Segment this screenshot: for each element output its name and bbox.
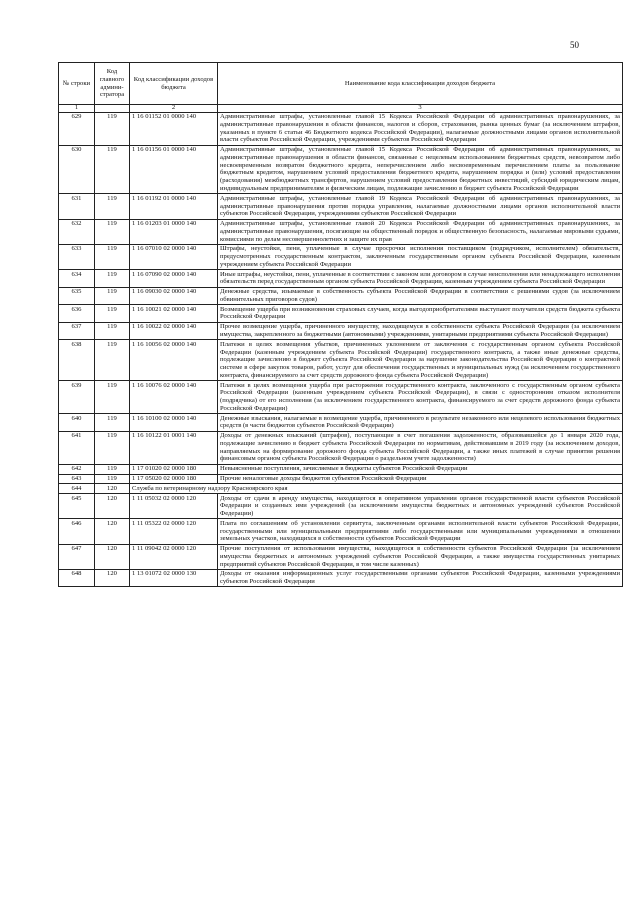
admin-code: 120 [95, 494, 130, 519]
header-classification-code: Код классификации доходов бюджета [130, 63, 218, 105]
code-name: Платежи в целях возмещения убытков, причиненных уклонением от заключения с государственным органом субъекта Российской Федерации (казенным учреждением субъекта Российской Федерации) государственного контракта, а также иные денежные средства, подлежащие зачислению в бюджет субъекта Российской Федерации за нарушение законодательства Российской Федерации о контрактной системе в сфере закупок товаров, работ, услуг для обеспечения государственных и муниципальных нужд (за исключением государственного контракта, финансируемого за счет средств дорожного фонда субъекта Российской Федерации) [218, 340, 623, 381]
classification-code: 1 17 05020 02 0000 180 [130, 474, 218, 484]
table-row [59, 569, 623, 587]
row-number: 638 [59, 340, 95, 381]
row-number: 632 [59, 219, 95, 244]
code-name: Денежные взыскания, налагаемые в возмещение ущерба, причиненного в результате незаконного или нецелевого использования бюджетных средств (в части бюджетов субъектов Российской Федерации) [218, 414, 623, 432]
table-row [59, 145, 623, 194]
classification-code: 1 16 01156 01 0000 140 [130, 145, 218, 194]
classification-code: 1 16 10056 02 0000 140 [130, 340, 218, 381]
classification-code: 1 16 07090 02 0000 140 [130, 270, 218, 288]
table-header [59, 63, 623, 113]
classification-code: 1 16 09030 02 0000 140 [130, 287, 218, 305]
row-number: 629 [59, 112, 95, 145]
section-row [59, 484, 623, 494]
code-name: Денежные средства, изымаемые в собственность субъекта Российской Федерации в соответствии с решениями судов (за исключением обвинительных приговоров судов) [218, 287, 623, 305]
code-name: Прочие неналоговые доходы бюджетов субъектов Российской Федерации [218, 474, 623, 484]
code-name: Административные штрафы, установленные главой 19 Кодекса Российской Федерации об административных правонарушениях, за административные правонарушения против порядка управления, налагаемые должностными лицами органов исполнительной власти субъектов Российской Федерации, учреждениями субъектов Российской Федерации [218, 194, 623, 219]
code-name: Плата по соглашениям об установлении сервитута, заключенным органами исполнительной власти субъектов Российской Федерации, государственными или муниципальными предприятиями либо государственными или муниципальными учреждениями в отношении земельных участков, находящихся в собственности субъектов Российской Федерации [218, 519, 623, 544]
row-number: 631 [59, 194, 95, 219]
column-number-row [59, 105, 623, 113]
row-number: 636 [59, 305, 95, 323]
page-number: 50 [570, 40, 579, 50]
admin-code: 119 [95, 322, 130, 340]
code-name: Административные штрафы, установленные главой 15 Кодекса Российской Федерации об административных правонарушениях, за административные правонарушения в области финансов, связанные с нецелевым использованием бюджетных средств, невозвратом либо несвоевременным возвратом бюджетного кредита, неперечислением либо несвоевременным перечислением платы за пользование бюджетным кредитом, нарушением условий предоставления бюджетного кредита, нарушением порядка и (или) условий предоставления (расходования) межбюджетных трансфертов, нарушением условий предоставления бюджетных инвестиций, субсидий юридическим лицам, индивидуальным предпринимателям и физическим лицам, подлежащие зачислению в бюджет субъекта Российской Федерации [218, 145, 623, 194]
column-number: 2 [130, 105, 218, 113]
code-name: Прочее возмещение ущерба, причиненного имуществу, находящемуся в собственности субъекта Российской Федерации (за исключением имущества, закрепленного за бюджетными (автономными) учреждениями, унитарными предприятиями субъекта Российской Федерации) [218, 322, 623, 340]
row-number: 635 [59, 287, 95, 305]
code-name: Административные штрафы, установленные главой 20 Кодекса Российской Федерации об административных правонарушениях, за административные правонарушения, посягающие на общественный порядок и общественную безопасность, налагаемые мировыми судьями, комиссиями по делам несовершеннолетних и защите их прав [218, 219, 623, 244]
admin-code: 119 [95, 305, 130, 323]
code-name: Иные штрафы, неустойки, пени, уплаченные в соответствии с законом или договором в случае неисполнения или ненадлежащего исполнения обязательств перед государственным органом субъекта Российской Федерации, казенным учреждением субъекта Российской Федерации [218, 270, 623, 288]
table-row [59, 464, 623, 474]
classification-code: 1 11 05322 02 0000 120 [130, 519, 218, 544]
code-name: Платежи в целях возмещения ущерба при расторжении государственного контракта, заключенного с государственным органом субъекта Российской Федерации (казенным учреждением субъекта Российской Федерации), в связи с односторонним отказом исполнителя (подрядчика) от его исполнения (за исключением государственного контракта, финансируемого за счет средств дорожного фонда субъекта Российской Федерации) [218, 381, 623, 414]
column-number: 3 [218, 105, 623, 113]
row-number: 643 [59, 474, 95, 484]
table-row [59, 305, 623, 323]
classification-code: 1 11 05032 02 0000 120 [130, 494, 218, 519]
code-name: Возмещение ущерба при возникновении страховых случаев, когда выгодоприобретателями выступают получатели средств бюджета субъекта Российской Федерации [218, 305, 623, 323]
admin-code: 119 [95, 474, 130, 484]
row-number: 648 [59, 569, 95, 587]
row-number: 640 [59, 414, 95, 432]
admin-code: 119 [95, 194, 130, 219]
table-row [59, 544, 623, 569]
admin-code: 119 [95, 244, 130, 269]
row-number: 630 [59, 145, 95, 194]
table-row [59, 431, 623, 464]
table-row [59, 287, 623, 305]
classification-code: 1 16 10100 02 0000 140 [130, 414, 218, 432]
code-name: Штрафы, неустойки, пени, уплаченные в случае просрочки исполнения поставщиком (подрядчиком, исполнителем) обязательств, предусмотренных государственным контрактом, заключенным государственным органом субъекта Российской Федерации, казенным учреждением субъекта Российской Федерации [218, 244, 623, 269]
classification-code: 1 17 01020 02 0000 180 [130, 464, 218, 474]
table-row [59, 381, 623, 414]
table-row [59, 494, 623, 519]
admin-code: 120 [95, 519, 130, 544]
classification-code: 1 16 10076 02 0000 140 [130, 381, 218, 414]
code-name: Доходы от сдачи в аренду имущества, находящегося в оперативном управлении органов государственной власти субъектов Российской Федерации и созданных ими учреждений (за исключением имущества бюджетных и автономных учреждений субъектов Российской Федерации) [218, 494, 623, 519]
classification-code: 1 16 07010 02 0000 140 [130, 244, 218, 269]
classification-code: 1 16 01203 01 0000 140 [130, 219, 218, 244]
classification-code: 1 16 10021 02 0000 140 [130, 305, 218, 323]
row-number: 645 [59, 494, 95, 519]
table-row [59, 322, 623, 340]
admin-code: 120 [95, 484, 130, 494]
table-row [59, 519, 623, 544]
classification-code: 1 11 09042 02 0000 120 [130, 544, 218, 569]
admin-code: 119 [95, 112, 130, 145]
classification-code: 1 13 01072 02 0000 130 [130, 569, 218, 587]
header-admin-code: Код главного админи-стратора [95, 63, 130, 105]
code-name: Доходы от денежных взысканий (штрафов), поступающие в счет погашения задолженности, образовавшейся до 1 января 2020 года, подлежащие зачислению в бюджет субъекта Российской Федерации по нормативам, действовавшим в 2019 году (за исключением доходов, направляемых на формирование дорожного фонда субъекта Российской Федерации, а также иных платежей в случае принятия решения финансовым органом субъекта Российской Федерации о раздельном учете задолженности) [218, 431, 623, 464]
code-name: Доходы от оказания информационных услуг государственными органами субъектов Российской Федерации, казенными учреждениями субъектов Российской Федерации [218, 569, 623, 587]
header-code-name: Наименование кода классификации доходов бюджета [218, 63, 623, 105]
row-number: 639 [59, 381, 95, 414]
row-number: 633 [59, 244, 95, 269]
row-number: 637 [59, 322, 95, 340]
table-row [59, 474, 623, 484]
row-number: 646 [59, 519, 95, 544]
row-number: 641 [59, 431, 95, 464]
table-row [59, 112, 623, 145]
budget-revenue-table [58, 62, 623, 587]
table-row [59, 270, 623, 288]
header-row-number: № строки [59, 63, 95, 105]
admin-code: 119 [95, 464, 130, 474]
row-number: 634 [59, 270, 95, 288]
admin-code: 119 [95, 414, 130, 432]
row-number: 647 [59, 544, 95, 569]
row-number: 642 [59, 464, 95, 474]
code-name: Прочие поступления от использования имущества, находящегося в собственности субъектов Российской Федерации (за исключением имущества бюджетных и автономных учреждений субъектов Российской Федерации, а также имущества государственных унитарных предприятий субъектов Российской Федерации, в том числе казенных) [218, 544, 623, 569]
table-body [59, 112, 623, 587]
classification-code: 1 16 10122 01 0001 140 [130, 431, 218, 464]
table-row [59, 414, 623, 432]
table-row [59, 219, 623, 244]
admin-code: 119 [95, 219, 130, 244]
admin-code: 119 [95, 431, 130, 464]
table-row [59, 340, 623, 381]
admin-code: 120 [95, 569, 130, 587]
table-row [59, 194, 623, 219]
admin-code: 119 [95, 340, 130, 381]
admin-code: 119 [95, 381, 130, 414]
classification-code: 1 16 01192 01 0000 140 [130, 194, 218, 219]
admin-code: 119 [95, 287, 130, 305]
classification-code: 1 16 10022 02 0000 140 [130, 322, 218, 340]
table-row [59, 244, 623, 269]
admin-code: 120 [95, 544, 130, 569]
column-number: 1 [59, 105, 95, 113]
section-title: Служба по ветеринарному надзору Красноярского края [130, 484, 623, 494]
classification-code: 1 16 01152 01 0000 140 [130, 112, 218, 145]
admin-code: 119 [95, 270, 130, 288]
row-number: 644 [59, 484, 95, 494]
code-name: Административные штрафы, установленные главой 15 Кодекса Российской Федерации об административных правонарушениях, за административные правонарушения в области финансов, налогов и сборов, страхования, рынка ценных бумаг (за исключением штрафов, указанных в пункте 6 статьи 46 Бюджетного кодекса Российской Федерации), налагаемые должностными лицами органов исполнительной власти субъектов Российской Федерации, учреждениями субъектов Российской Федерации [218, 112, 623, 145]
admin-code: 119 [95, 145, 130, 194]
code-name: Невыясненные поступления, зачисляемые в бюджеты субъектов Российской Федерации [218, 464, 623, 474]
